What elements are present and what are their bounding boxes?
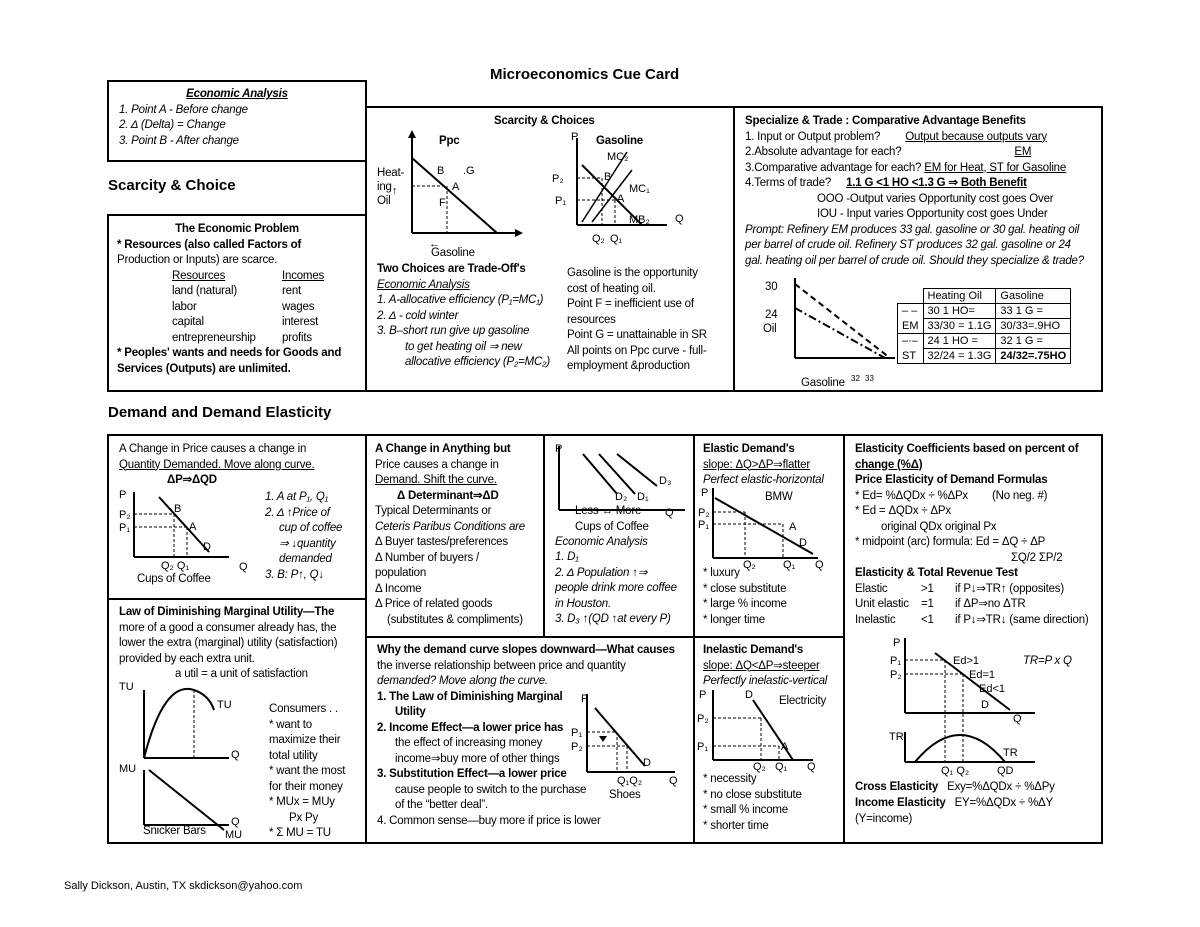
svg-text:P₂: P₂: [571, 741, 583, 753]
table-row: Elastic >1 if P↓⇒TR↑ (opposites): [855, 582, 1064, 595]
svg-text:B: B: [604, 171, 612, 183]
list-item: * no close substitute: [703, 788, 802, 801]
elastic-box: [693, 434, 845, 638]
svg-text:Q: Q: [239, 561, 248, 573]
text-line: provided by each extra unit.: [119, 652, 255, 665]
text-line: employment &production: [567, 360, 690, 372]
comparison-table: [897, 288, 1071, 364]
text-line: * Ed = ΔQDx ÷ ΔPx: [855, 505, 951, 517]
svg-text:P₁: P₁: [555, 195, 567, 207]
svg-text:P₁: P₁: [890, 655, 902, 667]
downward-slope-box: [365, 636, 695, 844]
text-line: * MUx = MUy: [269, 796, 335, 808]
text-line: Less ↔ More: [575, 505, 642, 517]
econ-analysis-heading: Economic Analysis: [186, 88, 288, 100]
svg-text:P: P: [701, 487, 709, 499]
list-item: 3. Substitution Effect—a lower price: [377, 768, 567, 780]
text-line: Ceteris Paribus Conditions are: [375, 520, 525, 533]
svg-text:TR: TR: [889, 731, 904, 743]
text-line: gal. heating oil per barrel of crude oil. Should they specialize & trade?: [745, 254, 1084, 267]
list-item: 2. Income Effect—a lower price has: [377, 721, 564, 734]
text-line: * Ed= %ΔQDx ÷ %ΔPx (No neg. #): [855, 489, 1048, 502]
text-line: people drink more coffee: [555, 582, 677, 594]
text-line: 2.Absolute advantage for each? EM: [745, 146, 1032, 158]
text-line: Inelastic Demand's: [703, 644, 804, 656]
text-line: demanded: [279, 553, 332, 565]
list-item: income⇒buy more of other things: [395, 752, 560, 765]
text-line: allocative efficiency (P₂=MC₂): [405, 356, 550, 368]
text-line: Demand. Shift the curve.: [375, 474, 497, 486]
table-row: capital interest: [172, 316, 319, 328]
list-item: 2. Δ (Delta) = Change: [119, 119, 226, 131]
text-line: Typical Determinants or: [375, 505, 492, 517]
text-line: maximize their: [269, 734, 341, 746]
econ-analysis-box: [107, 80, 367, 162]
text-line: 4.Terms of trade? 1.1 G <1 HO <1.3 G ⇒ Both Benefit: [745, 177, 1027, 189]
text-line: A Change in Price causes a change in: [119, 443, 307, 455]
text-line: lower the extra (marginal) utility (satisfaction): [119, 637, 338, 649]
svg-text:P₁: P₁: [698, 519, 710, 531]
gasoline-label: Gasoline: [596, 135, 643, 147]
text-line: total utility: [269, 749, 318, 762]
shift-chart-box: [543, 434, 695, 638]
svg-text:Q₁: Q₁: [783, 559, 796, 571]
list-item: cause people to switch to the purchase: [395, 783, 587, 796]
text-line: Perfectly inelastic-vertical: [703, 675, 828, 687]
svg-text:B: B: [437, 165, 445, 177]
text-line: 2. Δ Population ↑⇒: [555, 566, 648, 579]
text-line: the inverse relationship between price and quantity: [377, 659, 626, 672]
text-line: 3. B: P↑, Q↓: [265, 568, 324, 581]
text-line: 3.Comparative advantage for each? EM for Heat, ST for Gasoline: [745, 161, 1067, 174]
text-line: 3. B–short run give up gasoline: [377, 325, 530, 337]
text-line: Law of Diminishing Marginal Utility—The: [119, 606, 335, 618]
svg-text:B: B: [174, 503, 182, 515]
text-line: IOU - Input varies Opportunity cost goes Under: [817, 208, 1048, 220]
list-item: Utility: [395, 706, 426, 718]
text-line: * Resources (also called Factors of: [117, 238, 302, 251]
y-tick-30: 30: [765, 281, 778, 293]
text-line: Cups of Coffee: [575, 520, 649, 533]
svg-text:Q: Q: [231, 749, 240, 761]
text-line: per barrel of crude oil. Refinery ST produces 32 gal. gasoline or 24: [745, 239, 1071, 251]
svg-text:A: A: [452, 181, 460, 193]
text-line: * Σ MU = TU: [269, 827, 331, 839]
text-line: slope: ΔQ<ΔP⇒steeper: [703, 659, 820, 672]
svg-text:P: P: [119, 489, 127, 501]
table-row: entrepreneurship profits: [172, 331, 312, 344]
svg-text:D: D: [981, 699, 989, 711]
text-line: 1. A-allocative efficiency (P₁=MC₁): [377, 294, 544, 306]
svg-text:P₂: P₂: [119, 509, 131, 521]
svg-text:Ed<1: Ed<1: [979, 683, 1005, 695]
svg-text:Q₂ Q₁: Q₂ Q₁: [161, 560, 190, 572]
svg-text:.G: .G: [463, 165, 475, 177]
svg-text:MB₂: MB₂: [629, 214, 650, 226]
text-line: Why the demand curve slopes downward—What causes: [377, 644, 675, 656]
svg-text:MU: MU: [225, 829, 243, 841]
svg-text:P: P: [699, 689, 707, 701]
y-axis-label: Oil: [763, 323, 777, 335]
svg-text:P: P: [555, 443, 563, 455]
text-line: OOO -Output varies Opportunity cost goes Over: [817, 192, 1054, 205]
text-line: Price Elasticity of Demand Formulas: [855, 474, 1048, 486]
svg-text:P₂: P₂: [697, 713, 709, 725]
demand-heading: Demand and Demand Elasticity: [108, 404, 332, 421]
text-line: to get heating oil ⇒ new: [405, 340, 522, 353]
text-line: Point G = unattainable in SR: [567, 329, 707, 341]
svg-text:MU: MU: [119, 763, 137, 775]
svg-text:TR: TR: [1003, 747, 1018, 759]
svg-text:D: D: [643, 757, 651, 769]
elasticity-box: [843, 434, 1103, 844]
demand-curve-chart: [119, 489, 259, 573]
utility-chart: [119, 680, 249, 840]
text-line: population: [375, 567, 427, 579]
snicker-label: Snicker Bars: [143, 825, 206, 837]
svg-text:A: A: [617, 193, 625, 205]
text-line: Gasoline is the opportunity: [567, 267, 698, 279]
x-axis-label: Gasoline: [801, 377, 845, 389]
footer-credit: Sally Dickson, Austin, TX skdickson@yahoo.com: [64, 880, 303, 892]
text-line: change (%Δ): [855, 458, 923, 471]
text-line: Δ Income: [375, 582, 422, 595]
list-item: * longer time: [703, 613, 765, 626]
y-tick-24: 24: [765, 309, 778, 321]
ppc-label: Ppc: [439, 135, 460, 147]
svg-text:Q₂: Q₂: [753, 761, 766, 773]
text-line: slope: ΔQ>ΔP⇒flatter: [703, 458, 810, 471]
col-head-resources: Resources: [172, 269, 226, 282]
text-line: Δ Price of related goods: [375, 598, 493, 610]
svg-text:Q₁Q₂: Q₁Q₂: [617, 775, 643, 787]
svg-text:Q: Q: [815, 559, 824, 571]
svg-text:Q: Q: [665, 507, 674, 519]
list-item: 4. Common sense—buy more if price is lower: [377, 814, 601, 827]
svg-text:Q₁: Q₁: [775, 761, 788, 773]
text-line: Δ Number of buyers /: [375, 551, 480, 564]
text-line: a util = a unit of satisfaction: [175, 668, 308, 680]
list-item: * large % income: [703, 598, 787, 610]
heating-oil-label: Heat- ing Oil: [377, 167, 405, 207]
svg-text:Q₁ Q₂: Q₁ Q₂: [941, 765, 970, 777]
col-head-incomes: Incomes: [282, 269, 325, 282]
trade-offs-text: Two Choices are Trade-Off's: [377, 263, 526, 275]
text-line: more of a good a consumer already has, the: [119, 621, 337, 634]
svg-text:D: D: [799, 537, 807, 549]
text-line: * want to: [269, 718, 312, 731]
svg-text:Q: Q: [675, 213, 684, 225]
x-tick-32: 32: [851, 374, 860, 383]
text-line: All points on Ppc curve - full-: [567, 344, 707, 357]
list-item: * shorter time: [703, 819, 769, 832]
list-item: * necessity: [703, 773, 757, 785]
table-row: Unit elastic =1 if ΔP⇒no ΔTR: [855, 598, 1026, 610]
text-line: original QDx original Px: [881, 520, 997, 533]
svg-text:Q₂: Q₂: [743, 559, 756, 571]
text-line: 3. D₃ ↑(QD ↑at every P): [555, 613, 671, 625]
svg-text:Q: Q: [1013, 713, 1022, 725]
text-line: Elasticity & Total Revenue Test: [855, 567, 1018, 579]
svg-text:Ed>1: Ed>1: [953, 655, 979, 667]
text-line: ΣQ/2 ΣP/2: [1011, 551, 1063, 564]
svg-text:P: P: [571, 131, 579, 143]
svg-text:Q: Q: [669, 775, 678, 787]
table-row: ST 32/24 = 1.3G 24/32=.75HO: [898, 349, 1071, 364]
utility-box: [107, 598, 367, 844]
list-item: * luxury: [703, 567, 740, 579]
scarcity-choices-box: [365, 106, 735, 392]
formula: ΔP⇒ΔQD: [167, 474, 217, 486]
table-row: EM 33/30 = 1.1G 30/33=.9HO: [898, 319, 1071, 334]
text-line: demanded? Move along the curve.: [377, 675, 548, 687]
svg-text:P₂: P₂: [552, 173, 564, 185]
scarcity-heading: Scarcity & Choice: [108, 177, 236, 194]
svg-text:D₂: D₂: [615, 491, 628, 503]
text-line: Perfect elastic-horizontal: [703, 474, 824, 486]
text-line: A Change in Anything but: [375, 443, 511, 455]
inelastic-box: [693, 636, 845, 844]
svg-text:P₂: P₂: [698, 507, 710, 519]
svg-text:P: P: [581, 693, 589, 705]
text-line: Price causes a change in: [375, 458, 499, 471]
text-line: Point F = inefficient use of: [567, 298, 694, 310]
table-row: labor wages: [172, 300, 315, 313]
svg-text:P₁: P₁: [119, 522, 131, 534]
svg-text:Q: Q: [807, 761, 816, 773]
text-line: cup of coffee: [279, 522, 343, 534]
table-row: –·– 24 1 HO = 32 1 G =: [898, 334, 1071, 349]
text-line: Services (Outputs) are unlimited.: [117, 362, 291, 375]
text-line: (Y=income): [855, 813, 913, 825]
text-line: Economic Analysis: [555, 536, 648, 548]
svg-text:TU: TU: [119, 681, 134, 693]
text-line: for their money: [269, 780, 343, 793]
list-item: 1. The Law of Diminishing Marginal: [377, 690, 563, 703]
text-line: Production or Inputs) are scarce.: [117, 254, 278, 266]
svg-text:TU: TU: [217, 699, 232, 711]
svg-text:P₂: P₂: [890, 669, 902, 681]
text-line: Elastic Demand's: [703, 443, 795, 455]
svg-text:←: ←: [429, 238, 440, 250]
text-line: in Houston.: [555, 597, 611, 610]
list-item: * small % income: [703, 804, 788, 816]
svg-text:Q₂: Q₂: [592, 233, 605, 245]
page-title: Microeconomics Cue Card: [490, 66, 680, 83]
list-item: * close substitute: [703, 582, 787, 595]
scarcity-choices-heading: Scarcity & Choices: [494, 115, 595, 127]
text-line: 1. D₁: [555, 551, 579, 563]
shoes-demand-chart: [567, 694, 677, 794]
svg-text:D: D: [203, 541, 211, 553]
list-item: the effect of increasing money: [395, 737, 543, 749]
list-item: 1. Point A - Before change: [119, 103, 248, 116]
total-revenue-chart: [885, 638, 1025, 778]
svg-text:D₃: D₃: [659, 475, 672, 487]
ea-heading: Economic Analysis: [377, 278, 470, 291]
svg-text:A: A: [789, 521, 797, 533]
specialize-trade-box: [733, 106, 1103, 392]
list-item: of the “better deal”.: [395, 799, 488, 811]
economic-problem-box: [107, 214, 367, 392]
formula: Δ Determinant⇒ΔD: [397, 489, 499, 502]
text-line: cost of heating oil.: [567, 282, 656, 295]
svg-text:P₁: P₁: [571, 727, 583, 739]
svg-text:Ed=1: Ed=1: [969, 669, 995, 681]
gas-axis-label: Gasoline: [431, 247, 475, 259]
text-line: (substitutes & compliments): [387, 613, 523, 626]
electricity-label: Electricity: [779, 695, 827, 707]
text-line: Elasticity Coefficients based on percent of: [855, 443, 1079, 455]
table-row: land (natural) rent: [172, 285, 302, 297]
svg-text:D₁: D₁: [637, 491, 649, 503]
text-line: ⇒ ↓quantity: [279, 537, 336, 550]
text-line: * midpoint (arc) formula: Ed = ΔQ ÷ ΔP: [855, 536, 1046, 548]
tr-equation: TR=P x Q: [1023, 655, 1072, 667]
svg-text:MC₂: MC₂: [607, 151, 629, 163]
text-line: Δ Buyer tastes/preferences: [375, 536, 508, 548]
economic-problem-heading: The Economic Problem: [175, 223, 299, 235]
text-line: Quantity Demanded. Move along curve.: [119, 458, 315, 471]
svg-text:F: F: [439, 197, 446, 209]
svg-text:Q₁: Q₁: [610, 233, 623, 245]
text-line: 1. Input or Output problem? Output because outputs vary: [745, 130, 1047, 143]
table-row: – – 30 1 HO= 33 1 G =: [898, 304, 1071, 319]
specialize-heading: Specialize & Trade : Comparative Advantage Benefits: [745, 115, 1026, 127]
svg-text:Q: Q: [231, 816, 240, 828]
svg-text:↑: ↑: [392, 185, 398, 197]
svg-text:QD: QD: [997, 765, 1014, 777]
shoes-label: Shoes: [609, 789, 641, 801]
svg-text:P₁: P₁: [697, 741, 709, 753]
cups-label: Cups of Coffee: [137, 573, 211, 585]
text-line: Income Elasticity EY=%ΔQDx ÷ %ΔY: [855, 797, 1054, 809]
bmw-label: BMW: [765, 491, 793, 503]
svg-text:A: A: [189, 521, 197, 533]
table-row: Heating Oil Gasoline: [898, 289, 1071, 304]
text-line: * want the most: [269, 765, 346, 777]
svg-text:MC₁: MC₁: [629, 183, 650, 195]
text-line: Cross Elasticity Exy=%ΔQDx ÷ %ΔPy: [855, 781, 1055, 793]
x-tick-33: 33: [865, 374, 874, 383]
list-item: 3. Point B - After change: [119, 134, 239, 147]
text-line: 2. Δ ↑Price of: [265, 506, 330, 519]
svg-text:A: A: [781, 741, 789, 753]
text-line: Prompt: Refinery EM produces 33 gal. gasoline or 30 gal. heating oil: [745, 223, 1080, 236]
text-line: Px Py: [289, 811, 319, 824]
svg-text:P: P: [893, 637, 901, 649]
price-change-box: [107, 434, 367, 600]
text-line: Consumers . .: [269, 703, 338, 715]
determinant-box: [365, 434, 545, 638]
text-line: * Peoples' wants and needs for Goods and: [117, 347, 342, 359]
text-line: 2. Δ - cold winter: [377, 309, 459, 322]
svg-text:D: D: [745, 689, 753, 701]
text-line: resources: [567, 313, 616, 326]
table-row: Inelastic <1 if P↓⇒TR↓ (same direction): [855, 613, 1089, 626]
text-line: 1. A at P₁, Q₁: [265, 491, 329, 503]
